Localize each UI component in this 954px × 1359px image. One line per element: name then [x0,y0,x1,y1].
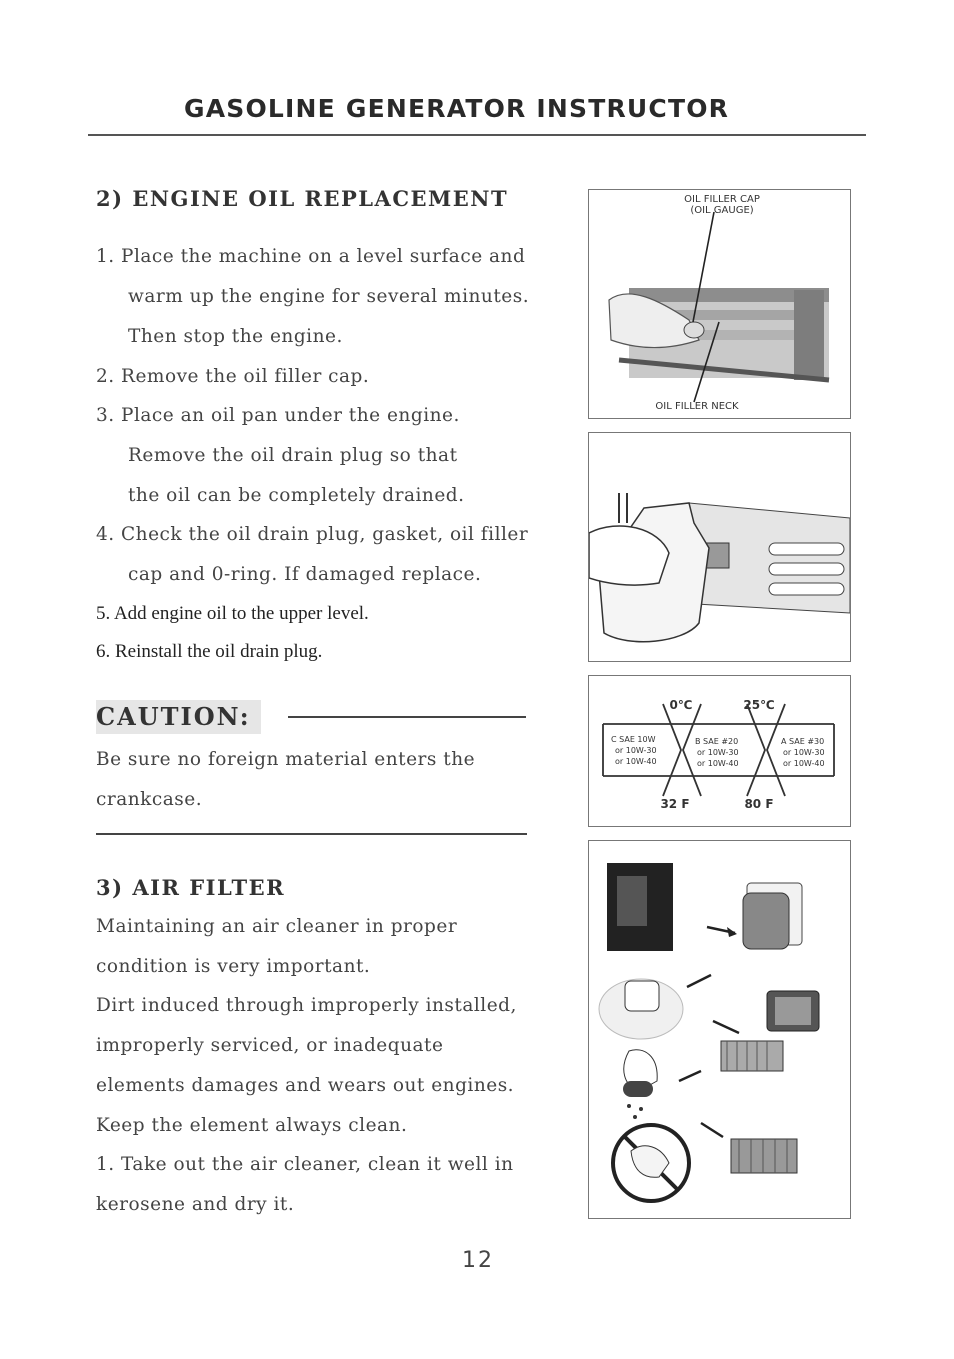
oil-step-line: warm up the engine for several minutes. [128,286,530,307]
oil-step-line: the oil can be completely drained. [128,485,465,506]
caution-text-line: Be sure no foreign material enters the [96,749,476,770]
grade-c-line: or 10W-40 [615,757,657,766]
air-filter-text-line: 1. Take out the air cleaner, clean it well in [96,1154,514,1175]
oil-filler-illustration [589,190,850,418]
grade-a-line: or 10W-30 [783,748,825,757]
oil-step-line: 4. Check the oil drain plug, gasket, oil filler [96,524,529,545]
temp-25c-label: 25℃ [743,698,775,712]
oil-step-6: 6. Reinstall the oil drain plug. [96,641,323,662]
air-filter-text-line: kerosene and dry it. [96,1194,295,1215]
grade-a-line: or 10W-40 [783,759,825,768]
air-filter-text-line: Keep the element always clean. [96,1115,408,1136]
air-filter-figure [588,840,851,1219]
page-number: 12 [462,1248,494,1273]
caution-bottom-rule [96,833,527,835]
oil-viscosity-figure [588,675,851,827]
air-filter-text-line: Dirt induced through improperly installed, [96,995,517,1016]
add-oil-figure [588,432,851,662]
temp-80f-label: 80 F [744,797,774,811]
air-filter-section-title: 3) AIR FILTER [96,875,286,900]
air-filter-text-line: condition is very important. [96,956,371,977]
air-filter-text-line: elements damages and wears out engines. [96,1075,515,1096]
oil-filler-cap-label: OIL FILLER CAP [684,194,760,205]
oil-step-line: 2. Remove the oil filler cap. [96,366,370,387]
grade-a-line: A SAE #30 [781,737,825,746]
oil-step-line: 3. Place an oil pan under the engine. [96,405,460,426]
header-divider [88,134,866,136]
caution-text-line: crankcase. [96,789,203,810]
oil-step-line: 1. Place the machine on a level surface and [96,246,526,267]
grade-b-line: or 10W-40 [697,759,739,768]
temp-32f-label: 32 F [660,797,690,811]
oil-step-line: Then stop the engine. [128,326,343,347]
viscosity-chart-illustration [589,676,850,826]
grade-b-line: B SAE #20 [695,737,739,746]
air-filter-cleaning-illustration [589,841,850,1218]
grade-c-line: C SAE 10W [611,735,656,744]
oil-step-5: 5. Add engine oil to the upper level. [96,603,369,624]
oil-gauge-label: (OIL GAUGE) [690,205,754,216]
oil-step-line: cap and 0-ring. If damaged replace. [128,564,482,585]
oil-section-title: 2) ENGINE OIL REPLACEMENT [96,186,509,211]
caution-heading: CAUTION: [96,702,251,731]
caution-rule [288,716,526,718]
pouring-oil-illustration [589,433,850,661]
oil-filler-neck-label: OIL FILLER NECK [655,401,739,412]
oil-filler-figure [588,189,851,419]
air-filter-text-line: improperly serviced, or inadequate [96,1035,444,1056]
temp-0c-label: 0℃ [669,698,693,712]
grade-b-line: or 10W-30 [697,748,739,757]
grade-c-line: or 10W-30 [615,746,657,755]
oil-step-line: Remove the oil drain plug so that [128,445,458,466]
document-title: GASOLINE GENERATOR INSTRUCTOR [184,94,730,123]
caution-heading-box [96,700,261,734]
air-filter-text-line: Maintaining an air cleaner in proper [96,916,458,937]
